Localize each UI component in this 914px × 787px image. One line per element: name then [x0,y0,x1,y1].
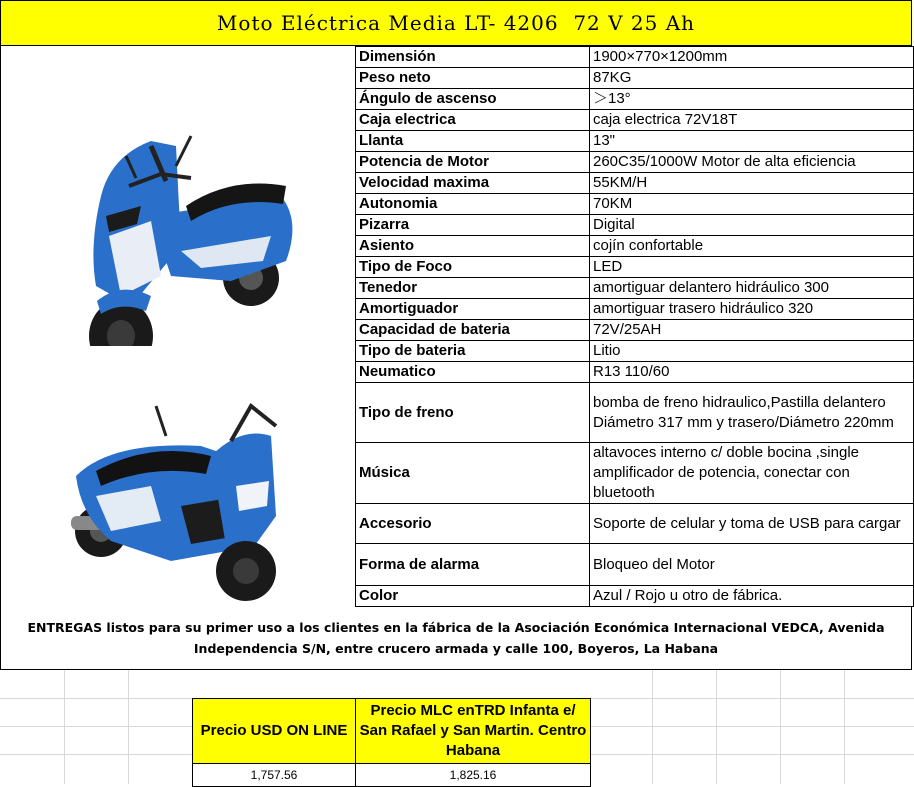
table-row [356,586,914,607]
spec-label: Asiento [356,236,590,257]
spec-value: 70KM [590,194,914,215]
table-row [356,278,914,299]
spec-value: R13 110/60 [590,362,914,383]
spec-value: amortiguar delantero hidráulico 300 [590,278,914,299]
table-row [356,504,914,544]
table-row [356,68,914,89]
product-photos [0,46,355,606]
table-row [356,110,914,131]
table-row [356,89,914,110]
spec-value: amortiguar trasero hidráulico 320 [590,299,914,320]
spec-value: Digital [590,215,914,236]
spec-value: Azul / Rojo u otro de fábrica. [590,586,914,607]
spec-value: Bloqueo del Motor [590,544,914,586]
mlc-price-header: Precio MLC enTRD Infanta e/ San Rafael y San Martin. Centro Habana [356,699,591,764]
spec-value: cojín confortable [590,236,914,257]
spec-value: Litio [590,341,914,362]
table-row [193,699,591,764]
table-row [356,47,914,68]
spec-label: Neumatico [356,362,590,383]
spec-label: Amortiguador [356,299,590,320]
table-row [356,299,914,320]
usd-price-value: 1,757.56 [193,764,356,787]
spec-value: Soporte de celular y toma de USB para cargar [590,504,914,544]
spec-value: 260C35/1000W Motor de alta eficiencia [590,152,914,173]
mlc-price-value: 1,825.16 [356,764,591,787]
table-row [356,152,914,173]
table-row [356,236,914,257]
spec-value: 1900×770×1200mm [590,47,914,68]
spec-value: caja electrica 72V18T [590,110,914,131]
spec-label: Accesorio [356,504,590,544]
spec-label: Caja electrica [356,110,590,131]
spec-value: bomba de freno hidraulico,Pastilla delantero Diámetro 317 mm y trasero/Diámetro 220mm [590,383,914,443]
table-row [356,173,914,194]
page-title: Moto Eléctrica Media LT- 4206 72 V 25 Ah [0,0,912,46]
spec-label: Capacidad de bateria [356,320,590,341]
table-row [356,443,914,504]
table-row [356,544,914,586]
spec-value: altavoces interno c/ doble bocina ,single amplificador de potencia, conectar con bluetooth [590,443,914,504]
table-row [356,320,914,341]
spec-table [355,46,914,607]
spec-label: Pizarra [356,215,590,236]
scooter-image-front [1,46,356,346]
table-row [193,764,591,787]
usd-price-header: Precio USD ON LINE [193,699,356,764]
spec-label: Autonomia [356,194,590,215]
table-row [356,383,914,443]
spec-label: Potencia de Motor [356,152,590,173]
table-row [356,131,914,152]
spec-value: LED [590,257,914,278]
table-row [356,215,914,236]
scooter-image-rear [1,346,356,606]
spec-value: 13" [590,131,914,152]
spec-label: Tipo de freno [356,383,590,443]
spec-label: Tipo de Foco [356,257,590,278]
spec-label: Color [356,586,590,607]
price-table [192,698,591,787]
spec-value: 87KG [590,68,914,89]
spec-value: 55KM/H [590,173,914,194]
spec-label: Peso neto [356,68,590,89]
table-row [356,341,914,362]
spec-label: Tipo de bateria [356,341,590,362]
spec-value: ＞13° [590,89,914,110]
spec-label: Tenedor [356,278,590,299]
spec-value: 72V/25AH [590,320,914,341]
spec-label: Ángulo de ascenso [356,89,590,110]
delivery-note: ENTREGAS listos para su primer uso a los clientes en la fábrica de la Asociación Económica Internacional VEDCA, Avenida Independencia S/N, entre crucero armada y calle 100, Boyeros, La Habana [0,606,912,670]
table-row [356,362,914,383]
table-row [356,257,914,278]
spec-label: Música [356,443,590,504]
table-row [356,194,914,215]
spec-label: Llanta [356,131,590,152]
spec-label: Forma de alarma [356,544,590,586]
spec-label: Velocidad maxima [356,173,590,194]
spec-label: Dimensión [356,47,590,68]
